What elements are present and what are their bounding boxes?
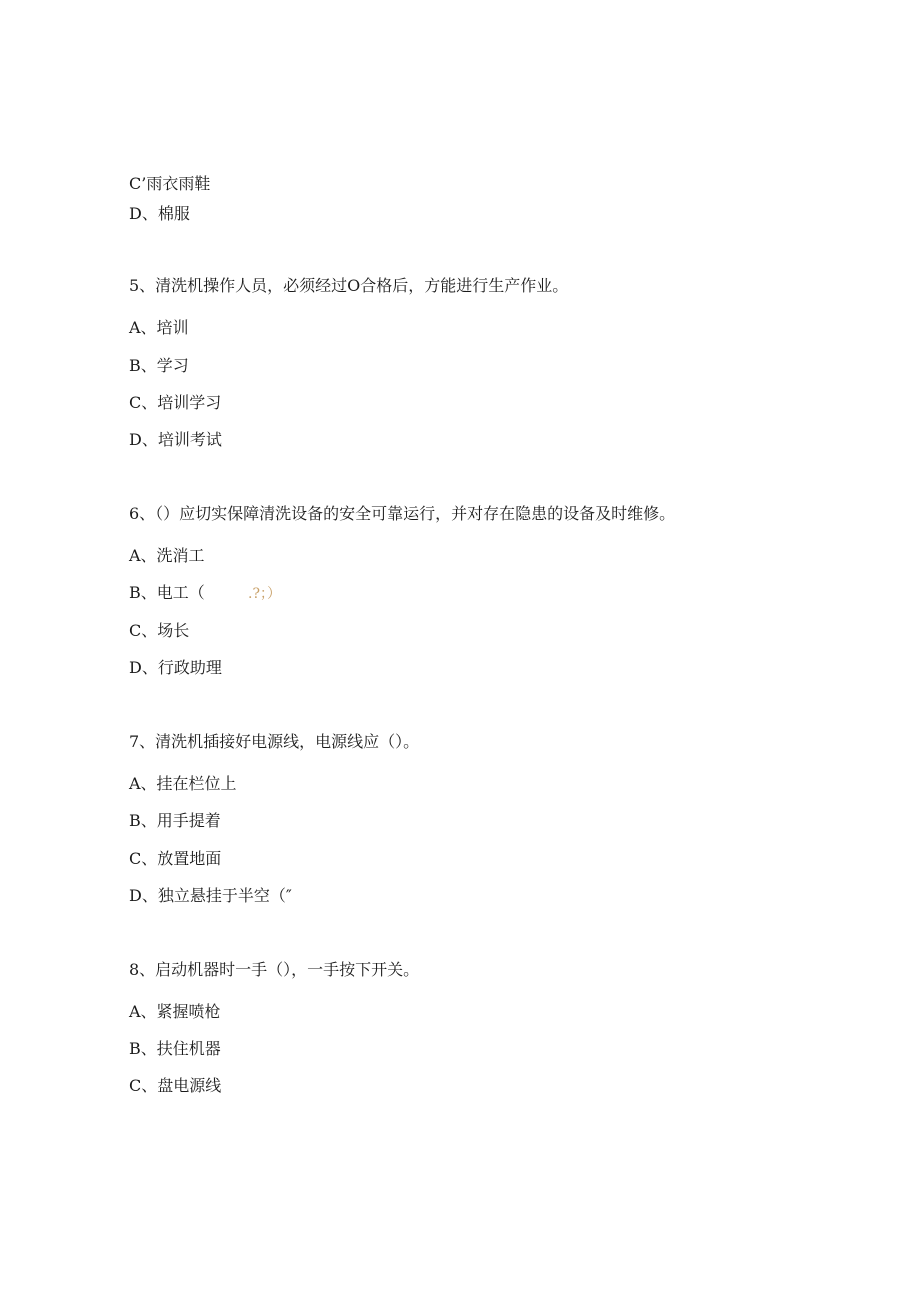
option-d: D、行政助理 (129, 658, 222, 677)
option-c: C’雨衣雨鞋 (129, 174, 211, 193)
question-7-text: 7、清洗机插接好电源线，电源线应（）。 (129, 732, 420, 751)
question-8-text: 8、启动机器时一手（），一手按下开关。 (129, 960, 420, 979)
option-d: D、棉服 (129, 204, 190, 223)
option-c: C、盘电源线 (129, 1076, 222, 1095)
handwritten-annotation: .?；） (248, 586, 281, 602)
option-c: C、培训学习 (129, 393, 222, 412)
option-a: A、培训 (129, 318, 189, 337)
option-a: A、紧握喷枪 (129, 1002, 221, 1021)
option-b: B、学习 (129, 356, 189, 375)
option-b: B、用手提着 (129, 811, 221, 830)
option-d: D、独立悬挂于半空（″ (129, 886, 292, 905)
option-d: D、培训考试 (129, 430, 222, 449)
option-c: C、场长 (129, 621, 190, 640)
option-a: A、挂在栏位上 (129, 774, 237, 793)
question-5-text: 5、清洗机操作人员，必须经过O合格后，方能进行生产作业。 (129, 276, 569, 295)
option-a: A、洗消工 (129, 546, 205, 565)
option-b: B、电工（ (129, 583, 205, 602)
question-6-text: 6、（）应切实保障清洗设备的安全可靠运行，并对存在隐患的设备及时维修。 (129, 504, 676, 523)
option-b: B、扶住机器 (129, 1039, 221, 1058)
option-c: C、放置地面 (129, 849, 222, 868)
